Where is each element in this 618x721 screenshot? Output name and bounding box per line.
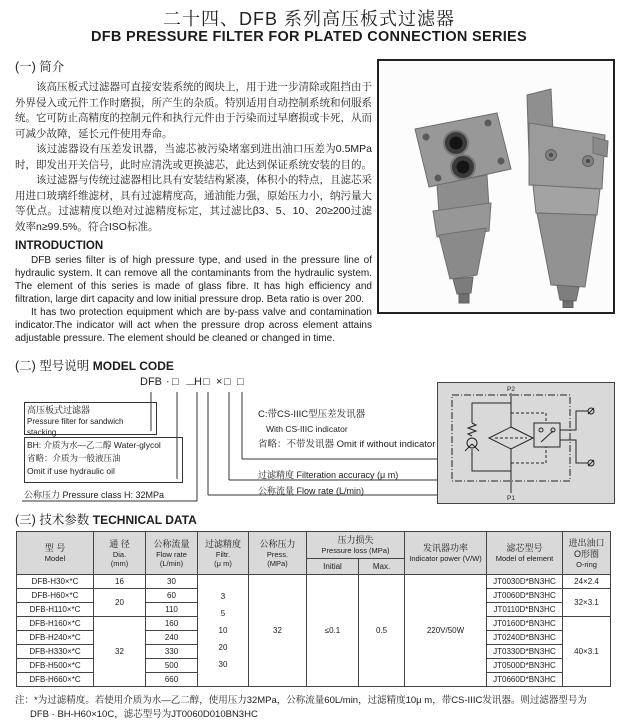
product-photo [377, 59, 615, 314]
cell-flow: 330 [146, 645, 198, 659]
product-photo-drawing [379, 61, 609, 308]
cell-flow: 500 [146, 659, 198, 673]
label-filter-type-zh: 高压板式过滤器 [27, 405, 91, 415]
cell-element: JT0160D*BN3HC [487, 617, 563, 631]
code-part-box-indicator: □ [237, 376, 244, 388]
introduction-heading: INTRODUCTION [15, 240, 104, 252]
schematic-port-p1: P1 [507, 495, 515, 502]
cell-oring: 24×2.4 [563, 575, 611, 589]
cell-element: JT0500D*BN3HC [487, 659, 563, 673]
cell-loss-initial: ≤0.1 [307, 575, 359, 687]
cell-oring: 40×3.1 [563, 617, 611, 687]
table-row [17, 575, 611, 589]
cell-model: DFB-H160×*C [17, 617, 94, 631]
intro-heading: (一) 简介 [15, 60, 65, 74]
col-header-model: 型 号 Model [17, 532, 94, 575]
code-part-dfb: DFB [140, 376, 162, 388]
cell-model: DFB-H60×*C [17, 589, 94, 603]
code-part-dash: － [185, 379, 196, 391]
label-filter-type [24, 402, 157, 435]
table-note-line1: 注：*为过滤精度。若使用介质为水—乙二醇，使用压力32MPa，公称流量60L/min，过滤精度10μ m，带CS-IIIC发讯器。则过滤器型号为 [15, 695, 587, 706]
cell-model: DFB-H330×*C [17, 645, 94, 659]
cell-model: DFB-H500×*C [17, 659, 94, 673]
technical-data-heading-zh: (三) 技术参数 [15, 513, 90, 527]
label-medium-line3: Omit if use hydraulic oil [27, 466, 115, 476]
cell-oring: 32×3.1 [563, 589, 611, 617]
label-pressure-class: 公称压力 Pressure class H: 32MPa [24, 490, 165, 500]
col-header-indicator-power: 发讯器功率 Indicator power (V/W) [405, 532, 487, 575]
cell-element: JT0660D*BN3HC [487, 673, 563, 687]
cell-power: 220V/50W [405, 575, 487, 687]
col-header-loss-initial: Initial [307, 559, 359, 575]
intro-paragraph-en-1: DFB series filter is of high pressure type, and used in the pressure line of hydraulic system. It can remove all the contaminants from the hydraulic system. The element of this series is made of glass fibre. It has high efficiency and filtration, large dirt capacity and low initial pressure drop. Beta ratio is over 200. [15, 255, 372, 305]
label-indicator-line2: With CS-IIIC indicator [266, 424, 348, 434]
cell-model: DFB-H240×*C [17, 631, 94, 645]
intro-paragraph-1: 该高压板式过滤器可直接安装系统的阀块上，用于进一步清除或阻挡由于外界侵入或元件工作时磨损，所产生的杂质。特别适用自动控制系统和伺服系统。它可防止高精度的控制元件和执行元件由于污染而过早磨损或卡死，从而可减少故障，延长元件使用寿命。 [15, 81, 372, 140]
cell-model: DFB-H30×*C [17, 575, 94, 589]
label-indicator-line1: C:带CS-IIIC型压差发讯器 [258, 409, 366, 420]
col-header-dia: 通 径 Dia. (mm) [94, 532, 146, 575]
cell-element: JT0110D*BN3HC [487, 603, 563, 617]
col-header-pressure-loss: 压力损失 Pressure loss (MPa) [307, 532, 405, 559]
cell-flow: 240 [146, 631, 198, 645]
code-part-box-accuracy: □ [224, 376, 231, 388]
page-title-zh: 二十四、DFB 系列高压板式过滤器 [163, 9, 455, 29]
tech-table [16, 531, 611, 687]
col-header-oring: 进出油口 O形圈 O-ring [563, 532, 611, 575]
label-medium-line1: BH: 介质为水—乙二醇 Water-glycol [27, 440, 161, 450]
cell-press: 32 [249, 575, 307, 687]
label-filtration-accuracy: 过滤精度 Filteration accuracy (μ m) [258, 470, 399, 480]
cell-dia: 16 [94, 575, 146, 589]
cell-flow: 160 [146, 617, 198, 631]
label-flow-rate: 公称流量 Flow rate (L/min) [258, 486, 365, 496]
cell-flow: 60 [146, 589, 198, 603]
cell-element: JT0060D*BN3HC [487, 589, 563, 603]
table-note-line2: DFB · BH-H60×10C，滤芯型号为JT0060D010BN3HC [30, 709, 258, 720]
cell-element: JT0240D*BN3HC [487, 631, 563, 645]
col-header-filtr: 过滤精度 Filtr. (μ m) [198, 532, 249, 575]
intro-paragraph-en-2: It has two protection equipment which are by-pass valve and contamination indicator.The indicator will act when the pressure drop across element attains adjustable pressure. The element should be cleaned or changed in time. [15, 307, 372, 344]
col-header-press: 公称压力 Press. (MPa) [249, 532, 307, 575]
cell-element: JT0030D*BN3HC [487, 575, 563, 589]
cell-flow: 660 [146, 673, 198, 687]
label-medium-line2: 省略：介质为一般液压油 [27, 453, 121, 463]
pressure-switch-symbol [534, 423, 560, 447]
col-header-flow: 公称流量 Flow rate (L/min) [146, 532, 198, 575]
hydraulic-schematic [437, 382, 615, 504]
cell-model: DFB-H660×*C [17, 673, 94, 687]
intro-paragraph-3: 该过滤器与传统过滤器相比具有安装结构紧凑，体积小的特点，且滤芯采用进口玻璃纤维滤材，具有过滤精度高，通油能力强，原始压力小，纳污量大等优点。过滤精度以绝对过滤精度标定，其过滤比β3、5、10、20≥200过滤效率n≥99.5%。符合ISO标准。 [15, 174, 372, 233]
intro-section [15, 57, 372, 345]
cell-loss-max: 0.5 [359, 575, 405, 687]
technical-data-heading [15, 510, 197, 528]
technical-data-heading-en: TECHNICAL DATA [92, 513, 197, 527]
col-header-loss-max: Max. [359, 559, 405, 575]
code-part-box-flow: □ [203, 376, 210, 388]
cell-filtr: 3 5 10 20 30 [198, 575, 249, 687]
page-title-en: DFB PRESSURE FILTER FOR PLATED CONNECTION SERIES [91, 29, 527, 45]
intro-paragraph-2: 该过滤器设有压差发讯器，当滤芯被污染堵塞到进出油口压差为0.5MPa时，即发出开关信号，此时应清洗或更换滤芯，此达到保证系统安装的目的。 [15, 143, 372, 171]
hydraulic-schematic-drawing [438, 383, 614, 503]
col-header-element: 滤芯型号 Model of element [487, 532, 563, 575]
code-part-times: × [216, 376, 223, 388]
cell-flow: 110 [146, 603, 198, 617]
model-code-heading-en: MODEL CODE [92, 359, 174, 373]
cell-dia: 20 [94, 589, 146, 617]
cell-element: JT0330D*BN3HC [487, 645, 563, 659]
schematic-port-p2: P2 [507, 386, 515, 393]
label-indicator-line3: 省略：不带发讯器 Omit if without indicator [258, 439, 436, 450]
cell-dia: 32 [94, 617, 146, 687]
cell-model: DFB-H110×*C [17, 603, 94, 617]
model-code-heading-zh: (二) 型号说明 [15, 359, 90, 373]
code-part-dot: · [166, 376, 170, 388]
model-code-heading [15, 356, 174, 374]
label-indicator [258, 407, 435, 452]
code-part-box-medium: □ [172, 376, 179, 388]
label-medium [24, 437, 183, 483]
cell-flow: 30 [146, 575, 198, 589]
bypass-valve-symbol [472, 403, 511, 423]
label-filter-type-en: Pressure filter for sandwich stacking [27, 417, 124, 437]
code-part-h: H [194, 376, 202, 388]
